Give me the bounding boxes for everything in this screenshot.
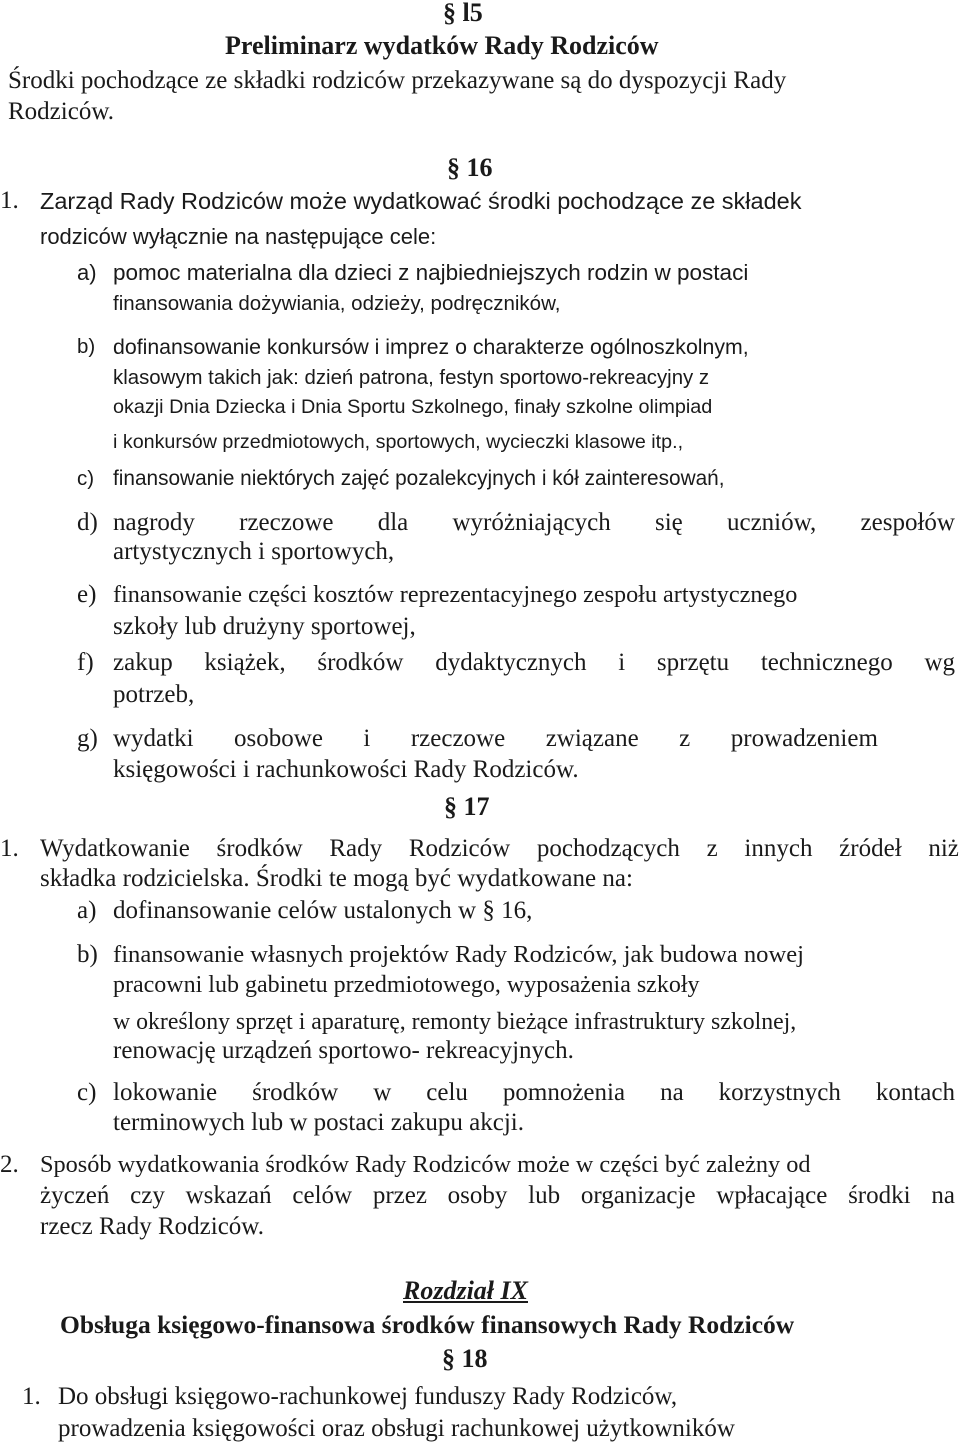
section-18-text: prowadzenia księgowości oraz obsługi rachunkowej użytkowników [58,1415,735,1442]
word: na [931,1182,955,1209]
section-18-heading: § 18 [442,1344,488,1373]
list-item-text [113,508,955,538]
word: i [363,725,371,752]
word: przez [372,1182,427,1209]
word: wskazań [185,1182,272,1209]
word: środków [216,835,303,862]
word: się [654,509,683,536]
word: Rady [329,835,383,862]
list-item-label: b) [77,941,98,968]
list-item-text [113,1078,955,1108]
list-item-text: szkoły lub drużyny sportowej, [113,613,416,640]
word: źródeł [839,835,902,862]
word: życzeń [40,1182,110,1209]
word: i [618,649,626,676]
section-17-text: Sposób wydatkowania środków Rady Rodziców może w części być zależny od [40,1151,811,1178]
list-item-text: finansowanie własnych projektów Rady Rodziców, jak budowa nowej [113,941,804,968]
list-item-text: dofinansowanie konkursów i imprez o charakterze ogólnoszkolnym, [113,335,749,359]
list-item-text [113,648,955,678]
word: środków [317,649,404,676]
word: innych [744,835,813,862]
word: dla [377,509,409,536]
word: osoby [447,1182,508,1209]
section-15-heading: § l5 [443,0,483,27]
word: dydaktycznych [435,649,587,676]
word: nagrody [113,509,195,536]
word: książek, [204,649,286,676]
list-item-label: f) [77,649,94,676]
chapter-title: Obsługa księgowo-finansowa środków finansowych Rady Rodziców [60,1310,795,1339]
word: celu [426,1079,468,1106]
section-16-heading: § 16 [447,153,493,182]
section-17-text: składka rodzicielska. Środki te mogą być wydatkowane na: [40,865,633,892]
list-item-text: potrzeb, [113,681,195,708]
section-17-text [40,1181,955,1211]
section-17-text [40,834,959,864]
list-item-text: finansowania dożywiania, odzieży, podręczników, [113,292,561,315]
list-item-text: księgowości i rachunkowości Rady Rodziców. [113,756,579,783]
list-item-text: terminowych lub w postaci zakupu akcji. [113,1109,524,1136]
list-item-text: i konkursów przedmiotowych, sportowych, wycieczki klasowe itp., [113,431,684,453]
word: wydatki [113,725,194,752]
list-item-text: pomoc materialna dla dzieci z najbiedniejszych rodzin w postaci [113,260,749,285]
list-item-text: renowację urządzeń sportowo- rekreacyjnych. [113,1037,574,1064]
word: środków [252,1079,339,1106]
list-item-text [113,724,878,754]
list-item-text: artystycznych i sportowych, [113,538,395,565]
word: wg [924,649,955,676]
list-item-text: klasowym takich jak: dzień patrona, festyn sportowo-rekreacyjny z [113,367,710,389]
section-17-heading: § 17 [444,792,490,821]
word: wpłacające [716,1182,828,1209]
list-item-text: pracowni lub gabinetu przedmiotowego, wyposażenia szkoły [113,972,700,998]
section-16-text: rodziców wyłącznie na następujące cele: [40,224,437,249]
word: prowadzeniem [730,725,878,752]
list-item-label: e) [77,581,97,608]
word: rzeczowe [410,725,506,752]
list-item-text: w określony sprzęt i aparaturę, remonty bieżące infrastruktury szkolnej, [113,1009,797,1035]
word: z [679,725,691,752]
list-item-text: dofinansowanie celów ustalonych w § 16, [113,897,533,924]
word: kontach [875,1079,955,1106]
word: osobowe [234,725,323,752]
chapter-name: Rozdział IX [403,1276,528,1305]
word: lub [528,1182,561,1209]
word: w [373,1079,392,1106]
list-item-label: d) [77,509,98,536]
word: zespołów [860,509,955,536]
word: sprzętu [656,649,730,676]
word: Rodziców [408,835,511,862]
word: celów [292,1182,353,1209]
word: na [660,1079,684,1106]
paragraph-number: 1. [0,187,19,214]
word: pochodzących [536,835,680,862]
paragraph-number: 1. [0,835,19,862]
list-item-label: c) [77,1079,97,1106]
section-15-text: Rodziców. [8,98,114,125]
word: wyróżniających [452,509,611,536]
list-item-label: a) [77,260,97,285]
word: czy [130,1182,165,1209]
list-item-text: finansowanie części kosztów reprezentacyjnego zespołu artystycznego [113,581,798,608]
paragraph-number: 2. [0,1151,19,1178]
word: z [706,835,718,862]
list-item-label: c) [77,467,95,490]
word: uczniów, [726,509,817,536]
word: pomnożenia [502,1079,626,1106]
word: korzystnych [718,1079,841,1106]
list-item-text: finansowanie niektórych zajęć pozalekcyjnych i kół zainteresowań, [113,467,725,490]
word: związane [545,725,639,752]
word: technicznego [760,649,893,676]
section-18-text: Do obsługi księgowo-rachunkowej funduszy Rady Rodziców, [58,1383,678,1410]
list-item-text: okazji Dnia Dziecka i Dnia Sportu Szkolnego, finały szkolne olimpiad [113,396,713,418]
section-15-title: Preliminarz wydatków Rady Rodziców [225,31,659,60]
word: organizacje [580,1182,696,1209]
word: niż [928,835,959,862]
list-item-label: g) [77,725,98,752]
list-item-label: b) [77,335,96,358]
section-16-text: Zarząd Rady Rodziców może wydatkować środki pochodzące ze składek [40,188,802,214]
list-item-label: a) [77,897,97,924]
word: środki [848,1182,911,1209]
paragraph-number: 1. [22,1383,41,1410]
word: Wydatkowanie [40,835,190,862]
section-17-text: rzecz Rady Rodziców. [40,1213,264,1240]
section-15-text: Środki pochodzące ze składki rodziców przekazywane są do dyspozycji Rady [8,67,787,94]
word: rzeczowe [239,509,334,536]
word: lokowanie [113,1079,218,1106]
word: zakup [113,649,173,676]
